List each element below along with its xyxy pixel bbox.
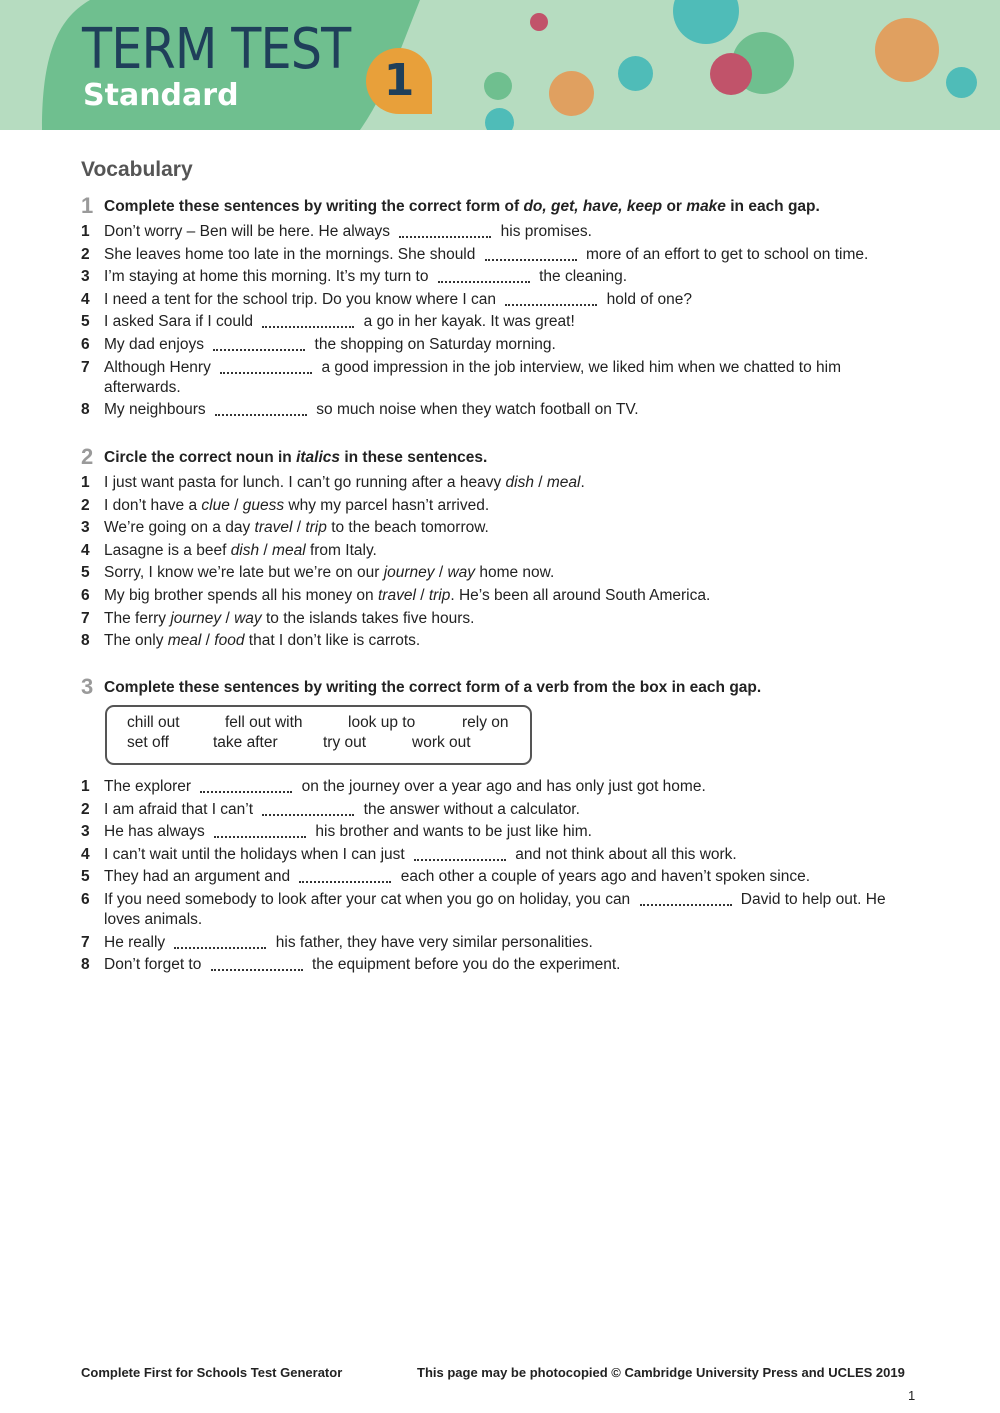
item-number: 2 <box>81 496 90 514</box>
item-text: / <box>292 519 306 537</box>
exercise-item <box>81 245 891 265</box>
item-text: The ferry <box>104 609 171 627</box>
exercise-item <box>81 496 891 516</box>
item-text: / <box>415 586 429 604</box>
exercise-item <box>81 822 891 842</box>
exercise-number: 1 <box>81 193 94 218</box>
decor-bubble <box>485 108 514 130</box>
test-title: TERM TEST <box>82 17 351 82</box>
item-text: to the islands takes five hours. <box>261 609 475 627</box>
answer-gap[interactable] <box>485 245 577 261</box>
exercise-item <box>81 867 891 887</box>
exercise-item <box>81 290 891 310</box>
instruction-text: Complete these sentences by writing the correct form of <box>104 198 524 215</box>
answer-gap[interactable] <box>262 800 354 816</box>
exercise-item <box>81 312 891 332</box>
decor-bubble <box>484 72 512 100</box>
exercise-item <box>81 800 891 820</box>
decor-bubble <box>549 71 594 116</box>
word-box-item: try out <box>323 734 367 751</box>
word-box-item: look up to <box>348 714 416 731</box>
exercise-item <box>81 267 891 287</box>
exercise-item <box>81 955 891 975</box>
choice-option[interactable]: food <box>214 632 245 650</box>
item-number: 3 <box>81 519 90 537</box>
item-number: 7 <box>81 609 90 627</box>
choice-option[interactable]: journey <box>383 564 435 582</box>
item-text: each other a couple of years ago and haven’t spoken since. <box>396 868 811 886</box>
answer-gap[interactable] <box>505 290 597 306</box>
instruction-text: in these sentences. <box>340 449 488 466</box>
footer-right: This page may be photocopied © Cambridge University Press and UCLES 2019 <box>417 1365 905 1380</box>
item-text: She leaves home too late in the mornings. She should <box>104 245 480 263</box>
item-number: 1 <box>81 223 90 240</box>
exercise-item <box>81 473 891 493</box>
item-text: his promises. <box>496 223 592 240</box>
choice-option[interactable]: way <box>234 609 262 627</box>
answer-gap[interactable] <box>438 267 530 283</box>
item-text: / <box>259 541 273 559</box>
answer-gap[interactable] <box>174 933 266 949</box>
exercise-item <box>81 541 891 561</box>
item-text: I am afraid that I can’t <box>104 800 258 818</box>
instruction-text: Complete these sentences by writing the correct form of a verb from the box in each gap. <box>104 679 762 696</box>
item-number: 4 <box>81 541 90 559</box>
item-text: I’m staying at home this morning. It’s my turn to <box>104 268 433 286</box>
word-box-item: rely on <box>462 714 509 731</box>
answer-gap[interactable] <box>211 955 303 971</box>
item-text: They had an argument and <box>104 868 295 886</box>
choice-option[interactable]: way <box>447 564 476 582</box>
choice-option[interactable]: dish <box>230 541 260 559</box>
footer-left: Complete First for Schools Test Generator <box>81 1365 343 1380</box>
test-number: 1 <box>383 55 415 106</box>
item-text: My neighbours <box>104 401 210 419</box>
item-text: the cleaning. <box>534 268 628 286</box>
item-text: his brother and wants to be just like him. <box>311 823 592 841</box>
answer-gap[interactable] <box>214 822 306 838</box>
item-text: to the beach tomorrow. <box>326 519 489 537</box>
item-text: Sorry, I know we’re late but we’re on our <box>104 564 384 582</box>
exercise-item <box>81 845 891 865</box>
exercise-number: 2 <box>81 444 94 469</box>
item-number: 8 <box>81 401 90 419</box>
item-text: David to help out. He loves animals. <box>104 890 886 928</box>
answer-gap[interactable] <box>213 335 305 351</box>
item-text: on the journey over a year ago and has only just got home. <box>297 778 706 795</box>
item-text: He has always <box>104 823 210 841</box>
exercise-2-items <box>81 473 891 654</box>
decor-bubble <box>530 13 548 31</box>
word-box-item: set off <box>127 734 169 751</box>
exercise-item <box>81 609 891 629</box>
answer-gap[interactable] <box>220 358 312 374</box>
item-number: 7 <box>81 358 90 376</box>
decor-bubble <box>946 67 977 98</box>
item-text: He really <box>104 933 170 951</box>
item-number: 4 <box>81 290 90 308</box>
item-text: the answer without a calculator. <box>359 800 580 818</box>
exercise-item <box>81 933 891 953</box>
item-text: We’re going on a day <box>104 519 255 537</box>
exercise-3-items <box>81 777 891 978</box>
item-number: 1 <box>81 474 90 491</box>
item-text: Although Henry <box>104 358 216 376</box>
exercise-1-items <box>81 222 891 423</box>
item-text: I need a tent for the school trip. Do you know where I can <box>104 290 501 308</box>
item-text: his father, they have very similar personalities. <box>271 933 593 951</box>
exercise-item <box>81 890 891 930</box>
item-number: 5 <box>81 564 90 582</box>
exercise-instruction <box>104 198 820 216</box>
item-text: I asked Sara if I could <box>104 313 258 331</box>
item-text: Don’t forget to <box>104 956 206 974</box>
exercise-item <box>81 358 891 398</box>
word-box-item: fell out with <box>225 714 303 731</box>
exercise-item <box>81 777 891 797</box>
exercise-item <box>81 335 891 355</box>
item-number: 3 <box>81 823 90 841</box>
exercise-item <box>81 631 891 651</box>
word-box-item: chill out <box>127 714 180 731</box>
decor-bubble <box>710 53 752 95</box>
word-box-item: take after <box>213 734 278 751</box>
instruction-text: or <box>662 198 687 215</box>
exercise-instruction <box>104 449 487 467</box>
instruction-text: make <box>686 198 726 215</box>
instruction-text: do, get, have, keep <box>523 198 663 215</box>
item-text: and not think about all this work. <box>511 845 737 863</box>
item-number: 6 <box>81 890 90 908</box>
item-text: / <box>434 564 448 582</box>
choice-option[interactable]: dish <box>505 474 534 491</box>
answer-gap[interactable] <box>200 777 292 793</box>
item-text: The explorer <box>104 778 196 795</box>
answer-gap[interactable] <box>215 400 307 416</box>
exercise-item <box>81 563 891 583</box>
item-text: / <box>229 496 243 514</box>
item-text: My dad enjoys <box>104 335 209 353</box>
item-text: / <box>221 609 235 627</box>
item-text: Lasagne is a beef <box>104 541 231 559</box>
decor-bubble <box>618 56 653 91</box>
item-number: 8 <box>81 956 90 974</box>
choice-option[interactable]: trip <box>305 519 327 537</box>
item-text: hold of one? <box>602 290 692 308</box>
item-text: I just want pasta for lunch. I can’t go running after a heavy <box>104 474 506 491</box>
item-text: . He’s been all around South America. <box>450 586 711 604</box>
page-number: 1 <box>908 1388 916 1403</box>
item-text: the shopping on Saturday morning. <box>310 335 556 353</box>
exercise-number: 3 <box>81 674 94 699</box>
instruction-text: in each gap. <box>725 198 820 215</box>
choice-option[interactable]: journey <box>170 609 222 627</box>
item-text: home now. <box>475 564 555 582</box>
instruction-text: Circle the correct noun in <box>104 449 297 466</box>
section-title: Vocabulary <box>81 158 193 181</box>
header-banner <box>0 0 1000 130</box>
item-number: 6 <box>81 586 90 604</box>
item-text: so much noise when they watch football on TV. <box>311 401 639 419</box>
item-number: 6 <box>81 335 90 353</box>
item-number: 5 <box>81 868 90 886</box>
item-text: the equipment before you do the experiment. <box>307 956 621 974</box>
item-number: 1 <box>81 778 90 795</box>
item-text: If you need somebody to look after your cat when you go on holiday, you can <box>104 890 635 908</box>
item-text: / <box>533 474 547 491</box>
choice-option[interactable]: meal <box>546 474 581 491</box>
item-text: a good impression in the job interview, we liked him when we chatted to him afterwards. <box>104 358 841 396</box>
exercise-item <box>81 586 891 606</box>
item-text: that I don’t like is carrots. <box>244 632 421 650</box>
choice-option[interactable]: trip <box>428 586 451 604</box>
item-text: a go in her kayak. It was great! <box>359 313 575 331</box>
item-text: I don’t have a <box>104 496 202 514</box>
item-number: 4 <box>81 845 90 863</box>
test-level: Standard <box>83 78 239 113</box>
item-text: / <box>201 632 215 650</box>
item-number: 2 <box>81 800 90 818</box>
answer-gap[interactable] <box>640 890 732 906</box>
instruction-text: italics <box>296 449 341 466</box>
item-number: 2 <box>81 245 90 263</box>
item-number: 5 <box>81 313 90 331</box>
answer-gap[interactable] <box>399 222 491 238</box>
choice-option[interactable]: clue <box>201 496 230 514</box>
word-box-item: work out <box>412 734 471 751</box>
exercise-item <box>81 518 891 538</box>
choice-option[interactable]: travel <box>377 586 416 604</box>
item-text: The only <box>104 632 168 650</box>
choice-option[interactable]: meal <box>167 632 202 650</box>
item-text: from Italy. <box>305 541 377 559</box>
answer-gap[interactable] <box>414 845 506 861</box>
item-text: more of an effort to get to school on time. <box>581 245 869 263</box>
item-text: I can’t wait until the holidays when I can just <box>104 845 409 863</box>
item-text: My big brother spends all his money on <box>104 586 378 604</box>
choice-option[interactable]: travel <box>254 519 293 537</box>
answer-gap[interactable] <box>299 867 391 883</box>
item-text: Don’t worry – Ben will be here. He always <box>104 223 395 240</box>
exercise-item <box>81 222 891 242</box>
choice-option[interactable]: guess <box>242 496 285 514</box>
exercise-item <box>81 400 891 420</box>
exercise-instruction <box>104 679 761 697</box>
choice-option[interactable]: meal <box>272 541 306 559</box>
decor-bubble <box>875 18 939 82</box>
item-number: 7 <box>81 933 90 951</box>
item-number: 8 <box>81 632 90 650</box>
item-text: why my parcel hasn’t arrived. <box>284 496 490 514</box>
item-text: . <box>580 474 585 491</box>
item-number: 3 <box>81 268 90 286</box>
answer-gap[interactable] <box>262 312 354 328</box>
